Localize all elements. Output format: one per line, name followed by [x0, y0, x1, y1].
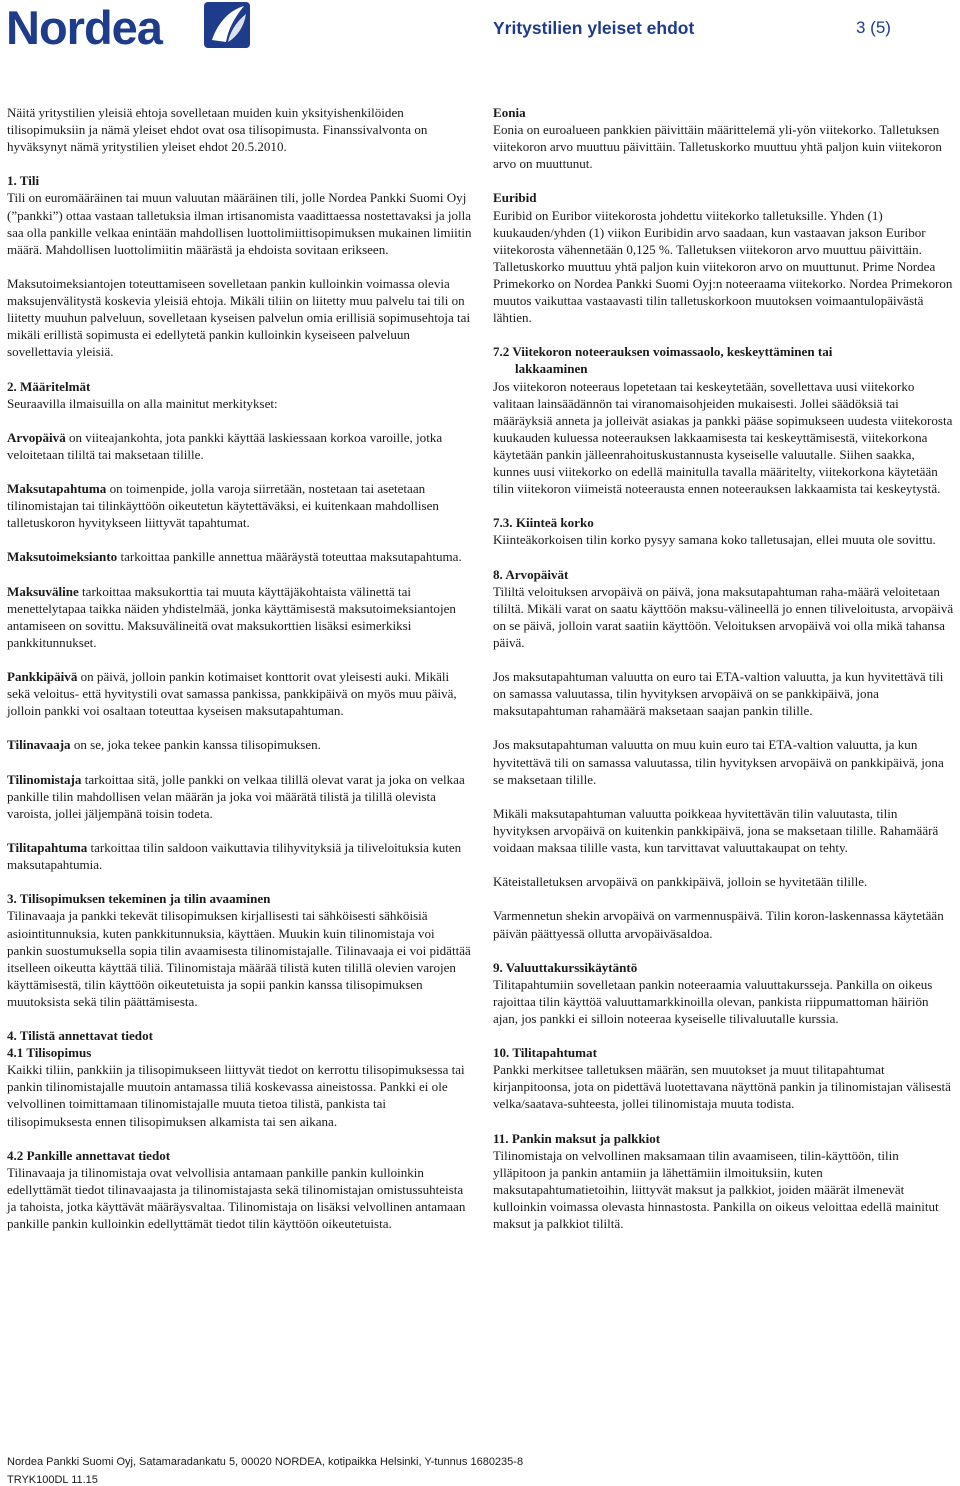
eonia-paragraph: Eonia on euroalueen pankkien päivittäin määrittelemä yli-yön viitekorko. Talletuksen viitekoron arvo muuttuu päivittäin. Talletuskorko muuttuu yhtä paljon kuin viitekoron arvo on muuttunut.	[493, 122, 942, 172]
definition-text: on se, joka tekee pankin kanssa tilisopimuksen.	[70, 737, 321, 753]
definition-term: Maksutapahtuma	[7, 481, 107, 497]
right-column	[493, 104, 954, 1232]
section-2-intro: Seuraavilla ilmaisuilla on alla mainitut merkitykset:	[7, 395, 278, 411]
section-9-heading: 9. Valuuttakurssikäytäntö	[493, 959, 638, 975]
definition-item	[7, 583, 472, 651]
definition-text: tarkoittaa maksukorttia tai muuta käyttäjäkohtaista välinettä tai menettelytapaa taikka näiden yhdistelmää, jonka käyttämisestä maksutoimeksiantojen antamiseen on sovittu. Maksuvälineitä ovat maksukorttien lisäksi esimerkiksi pankkitunnukset.	[7, 583, 456, 650]
definition-term: Tilinavaaja	[7, 737, 71, 753]
section-7-2-heading: 7.2 Viitekoron noteerauksen voimassaolo, keskeyttäminen tai	[493, 344, 833, 360]
definition-term: Maksuväline	[7, 583, 79, 599]
page-number: 3 (5)	[856, 18, 891, 37]
section-4-1-heading: 4.1 Tilisopimus	[7, 1045, 92, 1061]
section-11-paragraph: Tilinomistaja on velvollinen maksamaan tilin avaamiseen, tilin-käyttöön, tilin ylläpitoon ja pankin antamiin ja lähettämiin ilmoituksiin, kuten maksutapahtumatietoihin, liittyvät maksut ja palkkiot, joiden määrät ilmenevät kulloinkin voimassa olevasta hinnastosta. Pankilla on oikeus veloittaa edellä mainitut maksut ja palkkiot tililtä.	[493, 1147, 939, 1232]
intro-paragraph: Näitä yritystilien yleisiä ehtoja sovelletaan muiden kuin yksityishenkilöiden tilisopimuksiin ja nämä yleiset ehdot ovat osa tilisopimusta. Finanssivalvonta on hyväksynyt nämä yritystilien yleiset ehdot 20.5.2010.	[7, 105, 428, 155]
section-4-heading: 4. Tilistä annettavat tiedot	[7, 1028, 153, 1044]
section-10-heading: 10. Tilitapahtumat	[493, 1045, 597, 1061]
definition-text: on toimenpide, jolla varoja siirretään, nostetaan tai asetetaan tilinomistajan tai tilinkäyttöön oikeutetun käytettäväksi, ei kuitenkaan mahdollisen talletuskoron hyvitykseen liittyvät tapahtumat.	[7, 481, 439, 531]
definition-term: Arvopäivä	[7, 429, 66, 445]
section-4-2-heading: 4.2 Pankille annettavat tiedot	[7, 1147, 171, 1163]
definition-text: on päivä, jolloin pankin kotimaiset konttorit ovat yleisesti auki. Mikäli sekä veloitus- että hyvitystili ovat samassa pankissa, pankkipäivä on myös muu päivä, jolloin pankki voi osaltaan toteuttaa kyseisen maksutapahtuman.	[7, 669, 457, 719]
section-8-paragraph: Varmennetun shekin arvopäivä on varmennuspäivä. Tilin koron-laskennassa käytetään päivän päättyessä ollutta arvopäiväsaldoa.	[493, 908, 944, 941]
definition-term: Tilitapahtuma	[7, 840, 88, 856]
section-8-paragraph: Käteistalletuksen arvopäivä on pankkipäivä, jolloin se hyvitetään tilille.	[493, 874, 868, 890]
logo-sail-icon	[204, 2, 250, 48]
eonia-heading: Eonia	[493, 105, 526, 120]
document-title: Yritystilien yleiset ehdot	[493, 18, 695, 38]
definition-item	[7, 736, 472, 753]
section-2-heading: 2. Määritelmät	[7, 378, 91, 394]
section-10-paragraph: Pankki merkitsee talletuksen määrän, sen muutokset ja muut tilitapahtumat kirjanpitoonsa, jota on pidettävä luotettavana näyttönä pankin ja tilinomistajan välisestä velka/saatava-suhteesta, jollei tilinomistaja muuta todista.	[493, 1062, 951, 1112]
section-8-paragraph: Jos maksutapahtuman valuutta on muu kuin euro tai ETA-valtion valuutta, ja kun hyvitettävä tili on samassa valuutassa, tilin hyvityksen arvopäivä on pankkipäivä, jona se maksetaan tilille.	[493, 737, 944, 787]
footer-code: TRYK100DL 11.15	[7, 1474, 98, 1486]
section-4-2-paragraph: Tilinavaaja ja tilinomistaja ovat velvollisia antamaan pankille pankin kulloinkin edellyttämät tiedot tilinavaajasta ja tilinomistajasta sekä tilinomistajan omistussuhteista ja tahoista, jotka käyttävät määräysvaltaa. Tilinomistaja on lisäksi velvollinen antamaan pankille pankin kulloinkin edellyttämät tiedot tilin käyttöön oikeutetuista.	[7, 1164, 466, 1232]
definition-item	[7, 548, 472, 565]
section-11-heading: 11. Pankin maksut ja palkkiot	[493, 1130, 661, 1146]
section-7-3-heading: 7.3. Kiinteä korko	[493, 515, 594, 531]
section-9-paragraph: Tilitapahtumiin sovelletaan pankin noteeraamia valuuttakursseja. Pankilla on oikeus rajoittaa tilin käyttöä valuuttamarkkinoilla olevan, pankista riippumattoman häiriön ajan, jos pankki ei silloin noteeraa kyseiselle tilivaluutalle kurssia.	[493, 976, 933, 1026]
definition-term: Pankkipäivä	[7, 669, 78, 685]
section-7-2-paragraph: Jos viitekoron noteeraus lopetetaan tai keskeytetään, sovellettava uusi viitekorko valitaan lainsäädännön tai viranomaisohjeiden mukaisesti. Jollei säädöksiä tai määräyksiä anneta ja jolleivät asiakas ja pankki pääse sopimukseen uudesta viitekorosta kuukauden kuluessa noteerauksen lakkaamisesta tai keskeyttämisestä, viitekorkona käytetään pankin jälleenrahoituskustannusta kyseiselle valuutalle. Siihen saakka, kunnes uusi viitekorko on edellä mainitulla tavalla määritelty, viitekorkona käytetään tilin viitekoron viimeistä noteerausta ennen noteerauksen lakkaamista tai keskeytystä.	[493, 378, 953, 497]
section-1-paragraph: Tili on euromääräinen tai muun valuutan määräinen tili, jolle Nordea Pankki Suomi Oyj (”pankki”) ottaa vastaan talletuksia ilman irtisanomista vaadittaessa nostettavaksi ja jolla saa olla pankille velkaa enintään mahdollisen luottolimiittisopimuksen mukainen limiitin määrä. Mahdollisen luottolimiitin määrästä ja ehdoista sovitaan erikseen.	[7, 190, 472, 257]
euribid-heading: Euribid	[493, 190, 537, 206]
footer-address: Nordea Pankki Suomi Oyj, Satamaradankatu 5, 00020 NORDEA, kotipaikka Helsinki, Y-tunnus 1680235-8	[7, 1456, 524, 1468]
section-8-paragraph: Tililtä veloituksen arvopäivä on päivä, jona maksutapahtuman raha-määrä veloitetaan tililtä. Mikäli varat on saatu käyttöön maksu-välineellä jo ennen tiliveloitusta, arvopäivä on se päivä, jolloin varat saatiin käyttöön. Veloituksen arvopäivä voi olla mikä tahansa päivä.	[493, 583, 954, 650]
section-7-2-heading-line2: lakkaaminen	[515, 361, 588, 377]
definition-text: tarkoittaa pankille annettua määräystä toteuttaa maksutapahtuma.	[117, 549, 462, 565]
section-1-paragraph: Maksutoimeksiantojen toteuttamiseen sovelletaan pankin kulloinkin voimassa olevia maksujenvälitystä koskevia yleisiä ehtoja. Mikäli tiliin on liitetty muu palvelu tai tili on liitetty muuhun palveluun, sovelletaan kyseisen palvelun omia erillisiä sopimusehtoja tai mikäli erillistä sopimusta ei edellytetä pankin kulloinkin kyseiseen palveluun sovellettavia yleisiä.	[7, 275, 471, 360]
section-8-heading: 8. Arvopäivät	[493, 566, 569, 582]
nordea-logo	[6, 2, 246, 54]
section-3-heading: 3. Tilisopimuksen tekeminen ja tilin avaaminen	[7, 891, 271, 907]
definition-item	[7, 480, 472, 531]
section-1-heading: 1. Tili	[7, 173, 40, 189]
section-7-3-paragraph: Kiinteäkorkoisen tilin korko pysyy samana koko talletusajan, ellei muuta ole sovittu.	[493, 532, 936, 548]
definition-item	[7, 429, 472, 463]
section-8-paragraph: Jos maksutapahtuman valuutta on euro tai ETA-valtion valuutta, ja kun hyvitettävä tili on samassa valuutassa, tilin hyvityksen arvopäivä on se pankkipäivä, jona maksutapahtuman rahamäärä maksetaan saajan pankin tilille.	[493, 669, 944, 719]
definition-term: Tilinomistaja	[7, 771, 82, 787]
section-3-paragraph: Tilinavaaja ja pankki tekevät tilisopimuksen kirjallisesti tai sähköisesti sähköisiä asiointitunnuksia, kuten pankkitunnuksia, käyttäen. Muukin kuin tilinomistaja voi pankin suostumuksella sopia tilin avaamisesta tilinomistajalle. Tilinavaaja ei voi pidättää itselleen oikeutta käyttää tiliä. Tilinomistaja määrää tilistä kuten tilillä olevien varojen käyttämisestä, tilin käyttöön oikeutetuista ja sopii pankin kanssa tilisopimuksen muutoksista sekä tilin päättämisesta.	[7, 908, 471, 1009]
left-column	[7, 104, 472, 1249]
definition-item	[7, 771, 472, 822]
definition-text: tarkoittaa tilin saldoon vaikuttavia tilihyvityksiä ja tiliveloituksia kuten maksutapahtumia.	[7, 840, 462, 873]
definition-text: on viiteajankohta, jota pankki käyttää laskiessaan korkoa varoille, jotka veloitetaan tililtä tai maksetaan tilille.	[7, 429, 443, 462]
logo-wordmark: Nordea	[6, 1, 162, 54]
definition-item	[7, 668, 472, 719]
section-4-1-paragraph: Kaikki tiliin, pankkiin ja tilisopimukseen liittyvät tiedot on kerrottu tilisopimuksessa tai pankin tilinomistajalle muutoin antamassa tiliä koskevassa aineistossa. Pankki ei ole velvollinen toimittamaan tilinomistajalle muuta tietoa tilistä, pankista tai tilisopimuksesta ennen tilisopimuksen alkamista tai sen aikana.	[7, 1062, 465, 1129]
definition-term: Maksutoimeksianto	[7, 549, 118, 565]
euribid-paragraph: Euribid on Euribor viitekorosta johdettu viitekorko talletuksille. Yhden (1) kuukauden/yhden (1) viikon Euribidin arvo saadaan, kun vastaavan jakson Euribor viitekorosta vähennetään 0,125 %. Talletuksen viitekoron arvo muuttuu päivittäin. Talletuskorko muuttuu yhtä paljon kuin viitekoron arvo on muuttunut. Prime Nordea Primekorko on Nordea Pankki Suomi Oyj:n noteeraama viitekorko. Nordea Primekoron muutos vaikuttaa vastaavasti tilin talletuskorkoon muutoksen voimaantulopäivästä lähtien.	[493, 207, 953, 326]
section-8-paragraph: Mikäli maksutapahtuman valuutta poikkeaa hyvitettävän tilin valuutasta, tilin hyvityksen arvopäivä on kuitenkin pankkipäivä, jona se maksetaan tilille. Rahamäärä voidaan maksaa tilille vasta, kun tarvittavat valuuttakaupat on tehty.	[493, 805, 939, 856]
definition-text: tarkoittaa sitä, jolle pankki on velkaa tilillä olevat varat ja joka on velkaa pankille tilin mahdollisen velan määrän ja joka voi määrätä tilistä ja tilillä olevista varoista, jollei jäljempänä toisin todeta.	[7, 771, 465, 821]
definition-item	[7, 839, 472, 873]
